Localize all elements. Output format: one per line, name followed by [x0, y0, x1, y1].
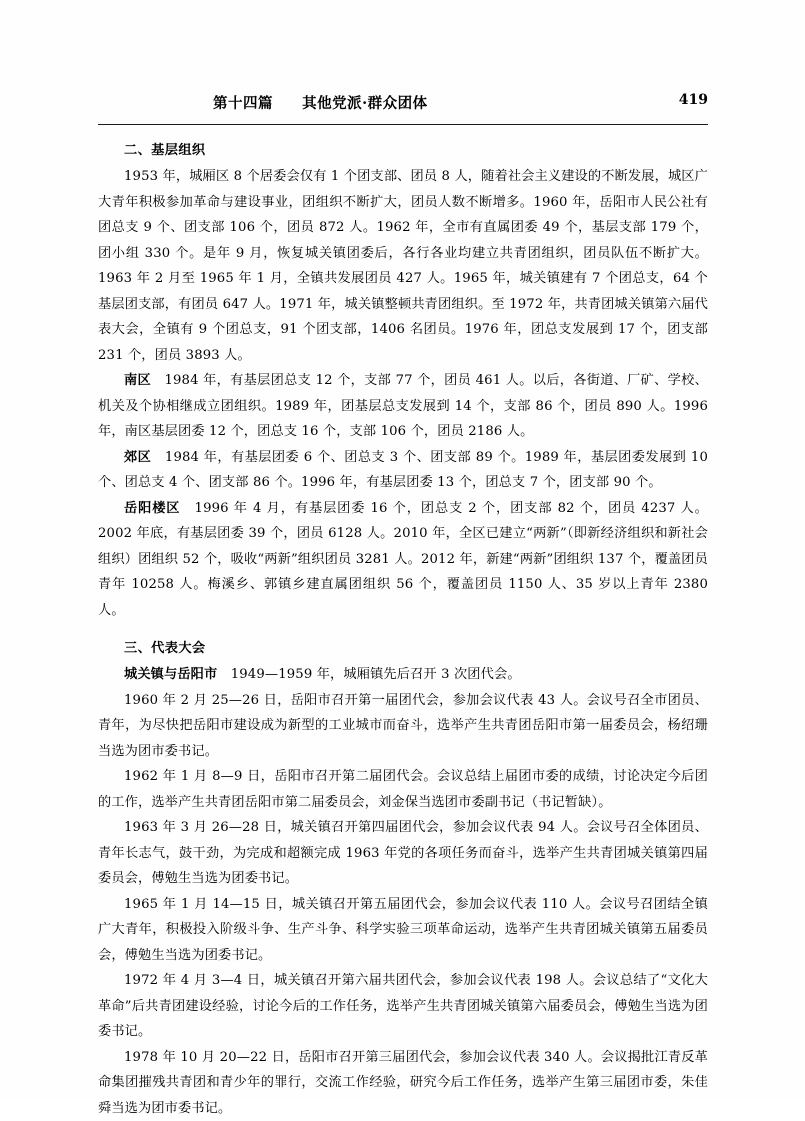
paragraph: [98, 368, 708, 445]
paragraph-text: 1984 年，有基层团委 6 个、团总支 3 个、团支部 89 个。1989 年，基层团委发展到 10 个、团总支 4 个、团支部 86 个。1996 年，有基层团委 13 个，团总支 7 个，团支部 90 个。: [98, 450, 708, 491]
paragraph-text: 1984 年，有基层团总支 12 个，支部 77 个，团员 461 人。以后，各街道、厂矿、学校、机关及个协相继成立团组织。1989 年，团基层总支发展到 14 个，支部 86 个，团员 890 人。1996 年，南区基层团委 12 个，团总支 16 个，支部 106 个，团员 2186 人。: [98, 373, 708, 439]
paragraph-text: 1996 年 4 月，有基层团委 16 个，团总支 2 个，团支部 82 个，团员 4237 人。2002 年底，有基层团委 39 个，团员 6128 人。2010 年，全区已建立“两新”（即新经济组织和新社会组织）团组织 52 个，吸收“两新”组织团员 3281 人。2012 年，新建“两新”团组织 137 个，覆盖团员青年 10258 人。梅溪乡、郭镇乡建直属团组织 56 个，覆盖团员 1150 人、35 岁以上青年 2380 人。: [98, 501, 708, 618]
header-section: 其他党派·群众团体: [302, 95, 428, 112]
paragraph: [98, 892, 708, 969]
paragraph: [98, 968, 708, 1045]
header-title: [213, 92, 428, 113]
paragraph: [98, 445, 708, 496]
page-header: [98, 92, 708, 118]
paragraph-lead: 城关镇与岳阳市: [124, 667, 217, 682]
paragraph-text: 1965 年 1 月 14—15 日，城关镇召开第五届团代会，参加会议代表 110 人。会议号召团结全镇广大青年，积极投入阶级斗争、生产斗争、科学实验三项革命运动，选举产生共青团城关镇第五届委员会，傅勉生当选为团委书记。: [98, 897, 708, 963]
paragraph: [98, 764, 708, 815]
paragraph-text: 1972 年 4 月 3—4 日，城关镇召开第六届共团代会，参加会议代表 198 人。会议总结了“文化大革命”后共青团建设经验，讨论今后的工作任务，选举产生共青团城关镇第六届委员会，傅勉生当选为团委书记。: [98, 973, 708, 1039]
paragraph-text: 1960 年 2 月 25—26 日，岳阳市召开第一届团代会，参加会议代表 43 人。会议号召全市团员、青年，为尽快把岳阳市建设成为新型的工业城市而奋斗，选举产生共青团岳阳市第一届委员会，杨绍珊当选为团市委书记。: [98, 693, 708, 759]
paragraph-lead: 岳阳楼区: [124, 501, 180, 516]
paragraph-text: 1949—1959 年，城厢镇先后召开 3 次团代会。: [217, 667, 520, 682]
page-number: 419: [679, 92, 708, 108]
paragraph: [98, 1045, 708, 1121]
paragraph-lead: 郊区: [124, 450, 151, 465]
section-heading-congress: 三、代表大会: [98, 637, 708, 656]
paragraph-lead: 南区: [124, 373, 151, 388]
paragraph-text: 1953 年，城厢区 8 个居委会仅有 1 个团支部、团员 8 人，随着社会主义建设的不断发展，城区广大青年积极参加革命与建设事业，团组织不断扩大，团员人数不断增多。1960 年，岳阳市人民公社有团总支 9 个、团支部 106 个，团员 872 人。1962 年，全市有直属团委 49 个，基层支部 179 个，团小组 330 个。是年 9 月，恢复城关镇团委后，各行各业均建立共青团组织，团员队伍不断扩大。1963 年 2 月至 1965 年 1 月，全镇共发展团员 427 人。1965 年，城关镇建有 7 个团总支，64 个基层团支部，有团员 647 人。1971 年，城关镇整顿共青团组织。至 1972 年，共青团城关镇第六届代表大会，全镇有 9 个团总支，91 个团支部，1406 名团员。1976 年，团总支发展到 17 个，团支部 231 个，团员 3893 人。: [98, 169, 708, 363]
paragraph-text: 1962 年 1 月 8—9 日，岳阳市召开第二届团代会。会议总结上届团市委的成绩，讨论决定今后团的工作，选举产生共青团岳阳市第二届委员会，刘金保当选团市委副书记（书记暂缺）。: [98, 769, 708, 810]
paragraph: [98, 662, 708, 688]
header-rule: [98, 124, 708, 125]
paragraph: [98, 815, 708, 892]
section-heading-grassroots: 二、基层组织: [98, 139, 708, 158]
paragraph: [98, 688, 708, 765]
body-section-2: [98, 637, 708, 1121]
paragraph: [98, 164, 708, 368]
page-content: [98, 92, 708, 1121]
header-chapter: 第十四篇: [213, 95, 273, 112]
body-section-1: [98, 139, 708, 623]
paragraph-text: 1978 年 10 月 20—22 日，岳阳市召开第三届团代会，参加会议代表 340 人。会议揭批江青反革命集团摧残共青团和青少年的罪行，交流工作经验，研究今后工作任务，选举产生第三届团市委，朱佳舜当选为团市委书记。: [98, 1050, 708, 1116]
paragraph: [98, 496, 708, 624]
paragraph-text: 1963 年 3 月 26—28 日，城关镇召开第四届团代会，参加会议代表 94 人。会议号召全体团员、青年长志气，鼓干劲，为完成和超额完成 1963 年党的各项任务而奋斗，选举产生共青团城关镇第四届委员会，傅勉生当选为团委书记。: [98, 820, 708, 886]
